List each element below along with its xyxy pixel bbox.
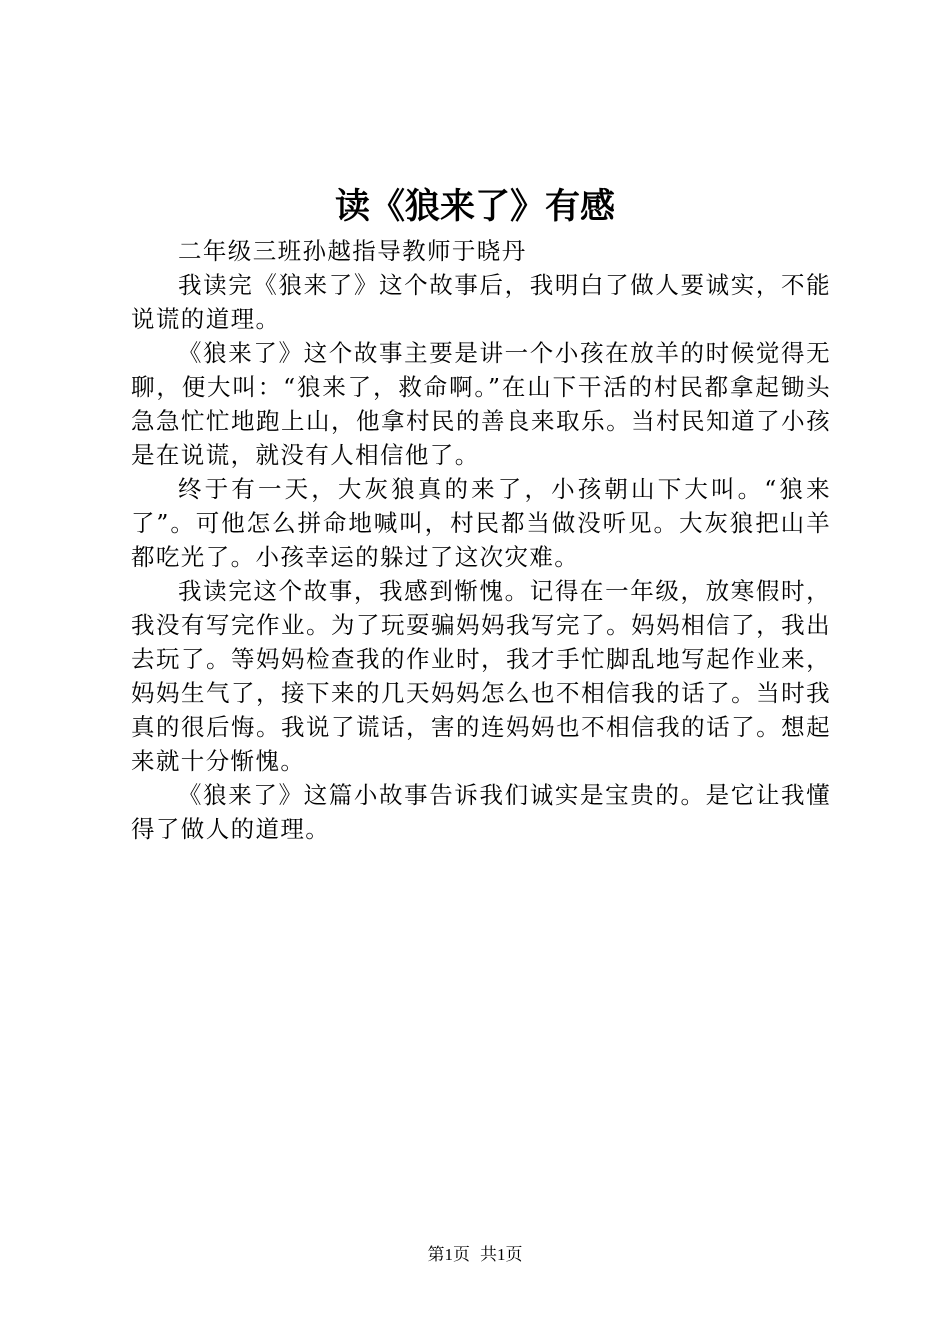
page-footer xyxy=(0,1243,950,1267)
paragraph: 终于有一天，大灰狼真的来了，小孩朝山下大叫。“狼来了”。可他怎么拼命地喊叫，村民都当做没听见。大灰狼把山羊都吃光了。小孩幸运的躲过了这次灾难。 xyxy=(131,475,831,571)
page-total: 共1页 xyxy=(480,1245,523,1264)
paragraph: 我读完《狼来了》这个故事后，我明白了做人要诚实，不能说谎的道理。 xyxy=(131,271,831,333)
author-line: 二年级三班孙越指导教师于晓丹 xyxy=(178,237,527,265)
paragraph: 《狼来了》这篇小故事告诉我们诚实是宝贵的。是它让我懂得了做人的道理。 xyxy=(131,781,831,843)
page-number: 第1页 xyxy=(427,1245,470,1264)
document-body xyxy=(131,234,831,846)
paragraph: 《狼来了》这个故事主要是讲一个小孩在放羊的时候觉得无聊，便大叫：“狼来了，救命啊。”在山下干活的村民都拿起锄头急急忙忙地跑上山，他拿村民的善良来取乐。当村民知道了小孩是在说谎，就没有人相信他了。 xyxy=(131,339,831,469)
document-title: 读《狼来了》有感 xyxy=(334,187,615,227)
paragraph: 我读完这个故事，我感到惭愧。记得在一年级，放寒假时，我没有写完作业。为了玩耍骗妈妈我写完了。妈妈相信了，我出去玩了。等妈妈检查我的作业时，我才手忙脚乱地写起作业来，妈妈生气了，接下来的几天妈妈怎么也不相信我的话了。当时我真的很后悔。我说了谎话，害的连妈妈也不相信我的话了。想起来就十分惭愧。 xyxy=(131,577,831,775)
